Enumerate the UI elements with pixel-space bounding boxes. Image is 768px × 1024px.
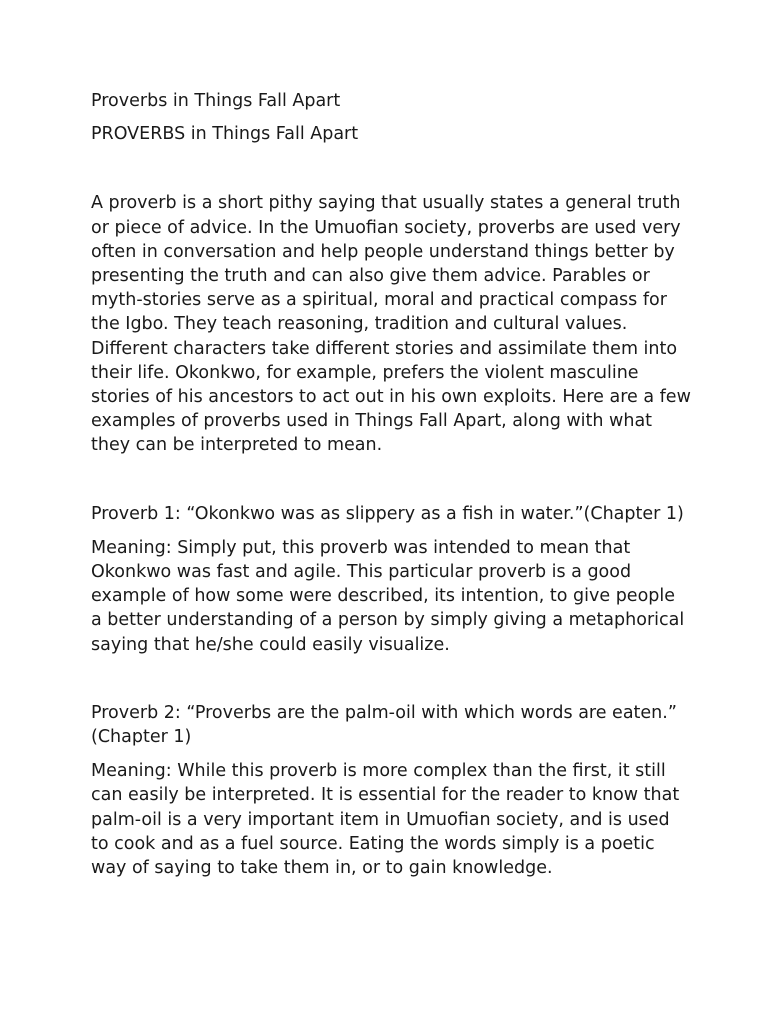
- document-heading: PROVERBS in Things Fall Apart: [91, 124, 359, 145]
- proverb-1-meaning: Meaning: Simply put, this proverb was intended to mean that Okonkwo was fast and agile. This particular proverb is a good example of how some were described, its intention, to give people a better understanding of a person by simply giving a metaphorical saying that he/she could easily visualize.: [91, 537, 685, 655]
- document-page: [91, 89, 691, 924]
- proverb-2: Proverb 2: “Proverbs are the palm-oil with which words are eaten.” (Chapter 1): [91, 702, 677, 748]
- proverb-2-meaning: Meaning: While this proverb is more complex than the first, it still can easily be interpreted. It is essential for the reader to know that palm-oil is a very important item in Umuofian society, and is used to cook and as a fuel source. Eating the words simply is a poetic way of saying to take them in, or to gain knowledge.: [91, 761, 680, 879]
- intro-paragraph: A proverb is a short pithy saying that usually states a general truth or piece of advice. In the Umuofian society, proverbs are used very often in conversation and help people understand things better by presenting the truth and can also give them advice. Parables or myth-stories serve as a spiritual, moral and practical compass for the Igbo. They teach reasoning, tradition and cultural values. Different characters take different stories and assimilate them into their life. Okonkwo, for example, prefers the violent masculine stories of his ancestors to act out in his own exploits. Here are a few examples of proverbs used in Things Fall Apart, along with what they can be interpreted to mean.: [91, 193, 691, 456]
- proverb-1: Proverb 1: “Okonkwo was as slippery as a fish in water.”(Chapter 1): [91, 503, 684, 524]
- document-title: Proverbs in Things Fall Apart: [91, 91, 341, 111]
